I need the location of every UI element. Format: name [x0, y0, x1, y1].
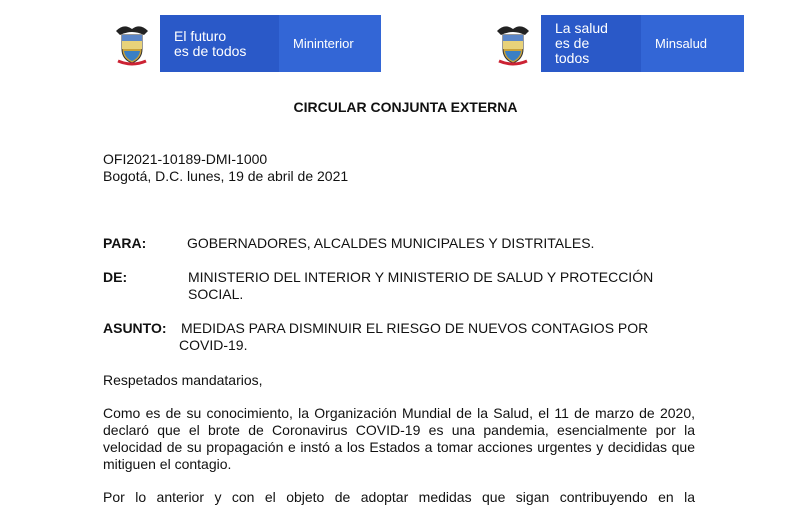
coat-of-arms-icon: [484, 15, 541, 72]
slogan-line2: es de todos: [555, 35, 590, 66]
de-label: DE:: [103, 269, 128, 285]
ministry-box: [641, 15, 744, 72]
slogan-line1: La salud: [555, 20, 608, 36]
coat-of-arms-icon: [103, 15, 160, 72]
ministry-name: Minsalud: [655, 36, 708, 51]
asunto-value-line2: COVID-19.: [179, 337, 248, 353]
mininterior-logo: [103, 15, 381, 72]
document-title: CIRCULAR CONJUNTA EXTERNA: [293, 99, 518, 115]
slogan-line2: es de todos: [174, 42, 247, 59]
para-label: PARA:: [103, 235, 147, 251]
ministry-box: [279, 15, 381, 72]
body-paragraph: Como es de su conocimiento, la Organización Mundial de la Salud, el 11 de marzo de 2020, declaró que el brote de Coronavirus COVID-19 es una pandemia, esencialmente por la velocidad de su propagación e instó a los Estados a tomar acciones urgentes y decididas que mitiguen el contagio.: [103, 405, 695, 472]
slogan-line1: El futuro: [174, 27, 227, 44]
minsalud-logo: [484, 15, 744, 72]
greeting: Respetados mandatarios,: [103, 372, 263, 388]
slogan-box: [541, 15, 641, 72]
asunto-label: ASUNTO:: [103, 320, 167, 336]
de-value-line2: SOCIAL.: [188, 286, 244, 302]
slogan-box: [160, 15, 279, 72]
de-value-line1: MINISTERIO DEL INTERIOR Y MINISTERIO DE SALUD Y PROTECCIÓN: [188, 269, 654, 285]
asunto-value-line1: MEDIDAS PARA DISMINUIR EL RIESGO DE NUEVOS CONTAGIOS POR: [181, 320, 649, 336]
body-paragraph-partial: Por lo anterior y con el objeto de adoptar medidas que sigan contribuyendo en la: [103, 489, 695, 505]
ministry-name: Mininterior: [293, 36, 354, 51]
para-value: GOBERNADORES, ALCALDES MUNICIPALES Y DISTRITALES.: [187, 235, 595, 251]
reference-number: OFI2021-10189-DMI-1000: [103, 151, 268, 167]
date-line: Bogotá, D.C. lunes, 19 de abril de 2021: [103, 168, 349, 184]
